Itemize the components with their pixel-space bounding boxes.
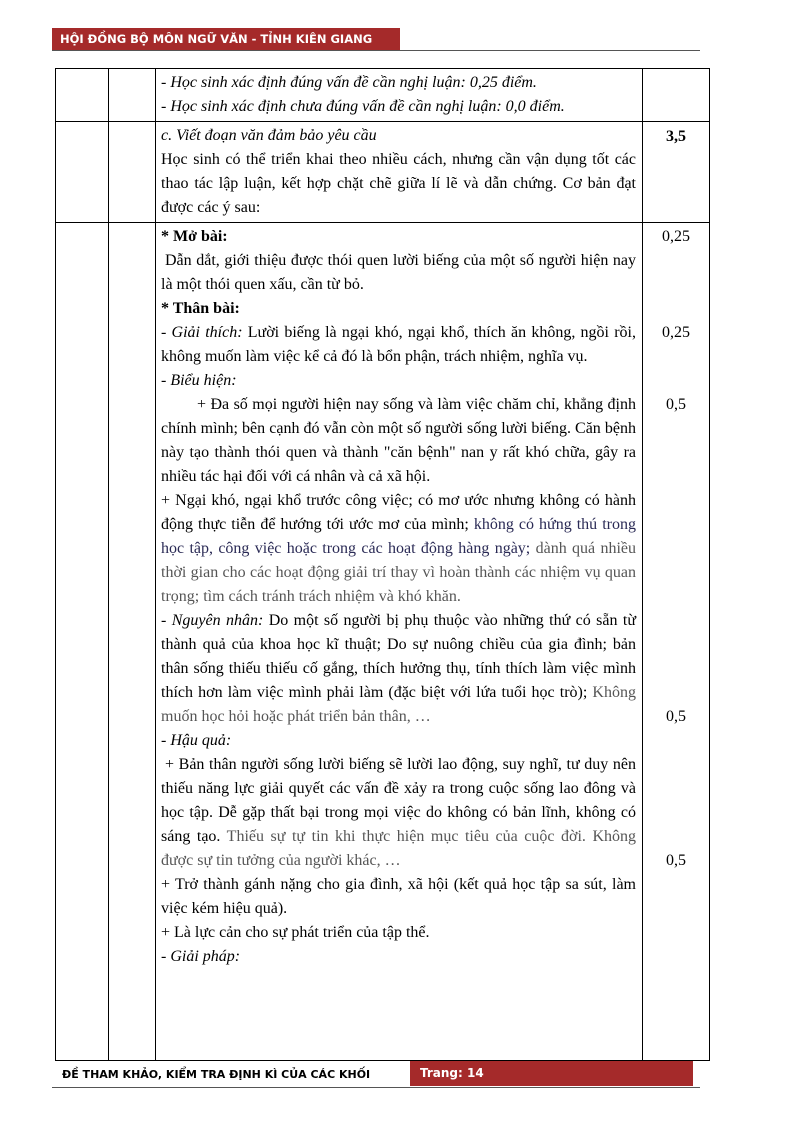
footer-title: ĐỀ THAM KHẢO, KIỂM TRA ĐỊNH KÌ CỦA CÁC KHỐI <box>62 1068 371 1081</box>
score-giai-thich: 0,25 <box>662 324 690 341</box>
score-nguyen-nhan: 0,5 <box>666 708 686 725</box>
hau-qua-text: + Bản thân người sống lười biếng sẽ lười lao động, suy nghĩ, tư duy nên thiếu năng lực giải quyết các vấn đề xảy ra trong cuộc sống lao đông và học tập. Dễ gặp thất bại trong mọi việc do không có bản lĩnh, không có sáng tạo. <box>161 756 636 845</box>
header-divider <box>52 50 700 51</box>
score-column <box>643 223 709 1059</box>
criteria-line: - Học sinh xác định đúng vấn đề cần nghị luận: 0,25 điểm. <box>161 74 537 91</box>
section-body: Học sinh có thể triển khai theo nhiều cách, nhưng cần vận dụng tốt các thao tác lập luận, kết hợp chặt chẽ giữa lí lẽ và dẫn chứng. Cơ bản đạt được các ý sau: <box>161 151 636 216</box>
section-heading: c. Viết đoạn văn đảm bảo yêu cầu <box>161 127 377 144</box>
footer-divider <box>52 1087 700 1088</box>
score-hau-qua: 0,5 <box>666 852 686 869</box>
bieu-hien-paragraph-2 <box>161 489 636 609</box>
hau-qua-paragraph-3: + Là lực cản cho sự phát triển của tập thể. <box>161 924 430 941</box>
score-bieu-hien: 0,5 <box>666 396 686 413</box>
giai-thich-label: - Giải thích: <box>161 324 243 341</box>
score-mo-bai: 0,25 <box>662 228 690 245</box>
nguyen-nhan-text: Do một số người bị phụ thuộc vào những thứ có sẵn từ thành quả của khoa học kĩ thuật; Do sự nuông chiều của gia đình; bản thân sống thiếu thiếu cố gắng, thích hưởng thụ, tính thích làm việc mình thích hơn làm việc mình phải làm (đặc biệt với lứa tuổi học trò); <box>161 612 637 701</box>
nguyen-nhan-label: - Nguyên nhân: <box>161 612 264 629</box>
bieu-hien-text-c: dành quá nhiều thời gian cho các hoạt động giải trí thay vì hoàn thành các nhiệm vụ quan trọng; tìm cách tránh trách nhiệm và khó khăn. <box>161 540 637 605</box>
bieu-hien-label: - Biểu hiện: <box>161 372 237 389</box>
nguyen-nhan-paragraph <box>161 609 636 729</box>
nguyen-nhan-text-gray: Không muốn học hỏi hoặc phát triển bản thân, … <box>161 684 636 725</box>
mo-bai-title: * Mở bài: <box>161 228 228 245</box>
score-total: 3,5 <box>666 128 686 145</box>
giai-phap-label: - Giải pháp: <box>161 948 241 965</box>
giai-thich-paragraph <box>161 321 636 369</box>
mo-bai-text: Dẫn dắt, giới thiệu được thói quen lười biếng của một số người hiện nay là một thói quen xấu, cần từ bỏ. <box>161 252 636 293</box>
criteria-line: - Học sinh xác định chưa đúng vấn đề cần nghị luận: 0,0 điểm. <box>161 98 565 115</box>
page-number: Trang: 14 <box>410 1061 693 1086</box>
giai-thich-text: Lười biếng là ngại khó, ngại khổ, thích ăn không, ngồi rồi, không muốn làm việc kể cả đó là bổn phận, trách nhiệm, nghĩa vụ. <box>161 324 636 365</box>
than-bai-title: * Thân bài: <box>161 300 240 317</box>
bieu-hien-paragraph-1: + Đa số mọi người hiện nay sống và làm việc chăm chỉ, khẳng định chính mình; bên cạnh đó vẫn còn một số người sống lười biếng. Căn bệnh này tạo thành thói quen và thành "căn bệnh" nan y rất khó chữa, gây ra nhiều tác hại đối với cá nhân và cả xã hội. <box>161 396 636 485</box>
grading-table <box>55 68 710 1061</box>
table-row <box>56 69 710 122</box>
page-header-title: HỘI ĐỒNG BỘ MÔN NGỮ VĂN - TỈNH KIÊN GIANG <box>52 28 400 51</box>
hau-qua-text-gray: Thiếu sự tự tin khi thực hiện mục tiêu của cuộc đời. Không được sự tin tưởng của người khác, … <box>161 828 636 869</box>
bieu-hien-text-b: không có hứng thú trong học tập, công việc hoặc trong các hoạt động hàng ngày; <box>161 516 636 557</box>
hau-qua-paragraph-2: + Trở thành gánh nặng cho gia đình, xã hội (kết quả học tập sa sút, làm việc kém hiệu quả). <box>161 876 636 917</box>
bieu-hien-text-a: + Ngại khó, ngại khổ trước công việc; có mơ ước nhưng không có hành động thực tiễn để hướng tới ước mơ của mình; <box>161 492 636 533</box>
hau-qua-paragraph-1 <box>161 753 636 873</box>
hau-qua-label: - Hậu quả: <box>161 732 232 749</box>
table-row <box>56 122 710 223</box>
table-row <box>56 223 710 1061</box>
